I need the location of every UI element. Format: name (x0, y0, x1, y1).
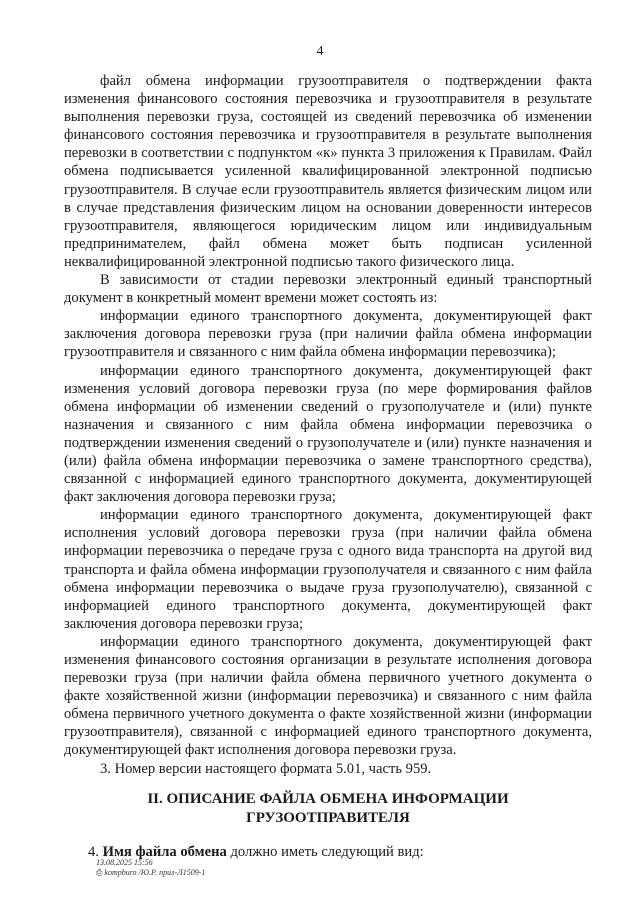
section-heading (64, 790, 592, 828)
paragraph-contract-execution: информации единого транспортного документа, документирующей факт исполнения условий договора перевозки груза (при наличии файла обмена информации перевозчика о передаче груза с одного вида транспорта на другой вид транспорта и файла обмена информации грузополучателя и связанного с ним файла обмена информации перевозчика о выдаче груза грузополучателю), связанной с информацией единого транспортного документа, документирующей факт заключения договора перевозки груза; (64, 507, 592, 632)
paragraph-contract-change: информации единого транспортного документа, документирующей факт изменения условий договора перевозки груза (по мере формирования файлов обмена информации об изменении сведений о грузополучателе и (или) пункте назначения и связанного с ним файла обмена информации перевозчика о подтверждении изменения сведений о грузополучателе и (или) пункте назначения и (или) файла обмена информации перевозчика о замене транспортного средства), связанной с информацией единого транспортного документа, документирующей факт заключения договора перевозки груза; (64, 362, 592, 506)
file-name-rest: должно иметь следующий вид: (230, 844, 424, 860)
section-heading-line1: II. ОПИСАНИЕ ФАЙЛА ОБМЕНА ИНФОРМАЦИИ (147, 791, 509, 807)
file-name-term: Имя файла обмена (102, 844, 227, 860)
body-text (64, 72, 592, 778)
stamp-user: kompburo /Ю.Р. прил-Л1509-1 (104, 868, 206, 877)
paragraph-number: 4. (88, 844, 99, 860)
paragraph-contract-conclusion: информации единого транспортного документа, документирующей факт заключения договора перевозки груза (при наличии файла обмена информации грузоотправителя и связанного с ним файла обмена информации перевозчика); (64, 308, 592, 361)
stamp-date: 13.08.2025 15:56 (96, 858, 153, 867)
paragraph-version: 3. Номер версии настоящего формата 5.01, часть 959. (100, 760, 432, 777)
page-number: 4 (316, 44, 324, 59)
paragraph-financial-change: информации единого транспортного документа, документирующей факт изменения финансового состояния организации в результате исполнения договора перевозки груза (при наличии файла обмена первичного учетного документа о факте хозяйственной жизни (информации перевозчика) и связанного с ним файла обмена первичного учетного документа о факте хозяйственной жизни (информации грузоотправителя), связанной с информацией единого транспортного документа, документирующей факт исполнения договора перевозки груза. (64, 633, 592, 759)
print-stamp (96, 858, 205, 878)
paragraph-file-exchange: файл обмена информации грузоотправителя о подтверждении факта изменения финансового состояния перевозчика и грузоотправителя в результате выполнения перевозки груза, состоящей из сведений перевозчика об изменении финансового состояния перевозчика и грузоотправителя в результате выполнения перевозки в соответствии с подпунктом «к» пункта 3 приложения к Правилам. Файл обмена подписывается усиленной квалифицированной электронной подписью грузоотправителя. В случае если грузоотправитель является физическим лицом или в случае представления физическим лицом на основании доверенности интересов грузоотправителя, являющегося юридическим лицом или индивидуальным предпринимателем, файл обмена может быть подписан усиленной неквалифицированной электронной подписью такого физического лица. (64, 73, 592, 270)
paragraph-stages: В зависимости от стадии перевозки электронный единый транспортный документ в конкретный момент времени может состоять из: (64, 272, 592, 307)
section-heading-line2: ГРУЗООТПРАВИТЕЛЯ (246, 810, 410, 826)
printer-icon: ⎙ (96, 868, 103, 877)
